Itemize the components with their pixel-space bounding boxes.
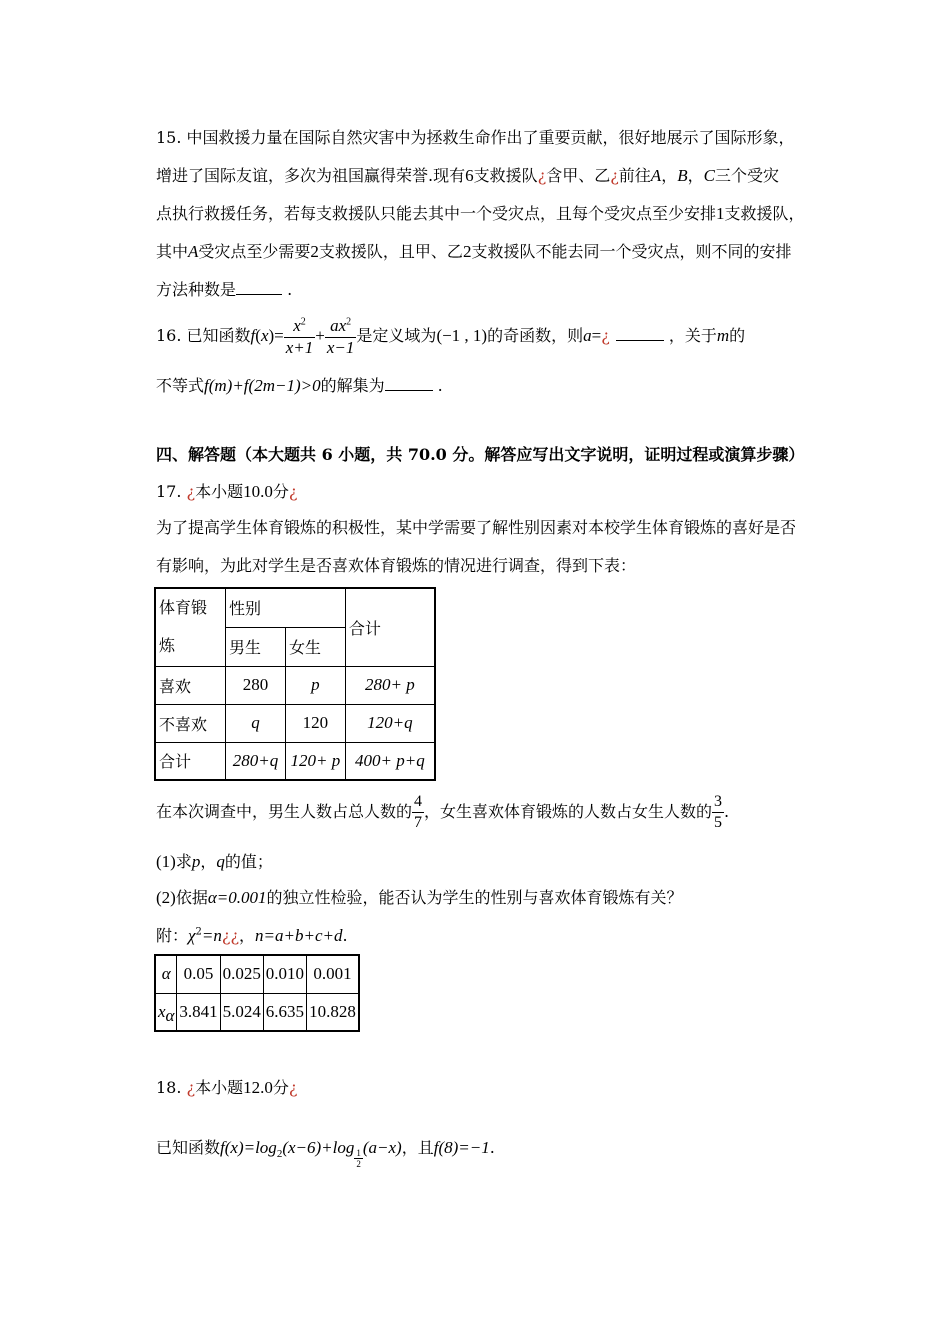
q17-math: 5 bbox=[714, 814, 723, 831]
q16-line-1 bbox=[156, 314, 745, 358]
q16-math: f(m)+f(2m−1)>0 bbox=[204, 376, 321, 395]
q17-text: 的值； bbox=[224, 852, 273, 871]
table-cell-text: 体育锻 bbox=[159, 598, 208, 617]
q16-text: . bbox=[432, 376, 443, 395]
q16-math: f bbox=[250, 326, 256, 345]
q16-text: 的奇函数，则 bbox=[487, 326, 584, 345]
table-row bbox=[155, 666, 435, 704]
q17-text: 的独立性检验，能否认为学生的性别与喜欢体育锻炼有关？ bbox=[266, 888, 683, 907]
q16-text: ，关于 bbox=[663, 326, 717, 345]
q16-math: x−1 bbox=[326, 337, 355, 357]
q16-text: 的 bbox=[729, 326, 746, 345]
q15-text: ， bbox=[687, 166, 704, 185]
q18-math: 2 bbox=[276, 1148, 283, 1161]
q15-text: 三个受灾 bbox=[714, 166, 779, 185]
q15-symbol: ¿ bbox=[610, 166, 619, 185]
table-cell: 280 bbox=[226, 666, 286, 704]
q17-symbol: ¿¿ bbox=[221, 926, 240, 945]
q17-symbol: ¿ bbox=[186, 482, 196, 501]
table-corner bbox=[155, 588, 226, 666]
q15-line-3 bbox=[156, 204, 805, 224]
table-cell: 10.828 bbox=[306, 993, 359, 1031]
q18-statement bbox=[156, 1128, 495, 1168]
q15-text: 含甲、乙 bbox=[546, 166, 611, 185]
q17-text: 本小题 bbox=[195, 482, 244, 501]
table-cell: 120+q bbox=[345, 704, 435, 742]
q15-text: . bbox=[282, 280, 293, 299]
q15-text: 增进了国际友谊，多次为祖国赢得荣誉.现有 bbox=[156, 166, 466, 185]
q17-paragraph-1: 为了提高学生体育锻炼的积极性，某中学需要了解性别因素对本校学生体育锻炼的喜好是否 bbox=[156, 518, 797, 537]
q16-math: + bbox=[315, 326, 325, 345]
q16-fraction-2 bbox=[325, 316, 357, 358]
q17-math: =n bbox=[201, 926, 222, 945]
q16-fraction-1 bbox=[284, 316, 316, 358]
q15-text: 点执行救援任务，若每支救援队只能去其中一个受灾点，且每个受灾点至少安排 bbox=[156, 204, 717, 223]
q16-text: 16. 已知函数 bbox=[156, 326, 251, 345]
table-cell: 120 bbox=[285, 704, 345, 742]
table-cell: q bbox=[226, 704, 286, 742]
table-cell: 5.024 bbox=[220, 993, 263, 1031]
q17-text: . bbox=[342, 926, 348, 945]
q16-math: a bbox=[583, 326, 592, 345]
critical-value-table bbox=[154, 954, 360, 1032]
q15-text: 支救援队， bbox=[724, 204, 805, 223]
q18-score: 12.0 bbox=[243, 1078, 273, 1097]
q17-paragraph-2: 有影响，为此对学生是否喜欢体育锻炼的情况进行调查，得到下表： bbox=[156, 556, 637, 575]
q17-text: 依据 bbox=[175, 888, 208, 907]
table-cell: 400+ p+q bbox=[345, 742, 435, 780]
q15-text: 支救援队 bbox=[473, 166, 538, 185]
q18-text: 分 bbox=[272, 1078, 289, 1097]
survey-table bbox=[154, 587, 436, 781]
q15-line-4 bbox=[156, 242, 791, 262]
q16-math: = bbox=[591, 326, 602, 345]
table-cell: 6.635 bbox=[263, 993, 306, 1031]
q17-text: 分 bbox=[272, 482, 289, 501]
q18-math: 2 bbox=[356, 1159, 361, 1169]
table-cell: 3.841 bbox=[177, 993, 220, 1031]
q15-line-2 bbox=[156, 166, 779, 186]
q17-math: p bbox=[191, 852, 201, 871]
section-heading: 四、解答题（本大题共 6 小题，共 70.0 分。解答应写出文字说明，证明过程或演算步骤） bbox=[156, 445, 805, 464]
table-header-x bbox=[155, 993, 177, 1031]
fraction-4-7 bbox=[412, 792, 424, 833]
q18-text: . bbox=[489, 1138, 495, 1157]
table-header-male: 男生 bbox=[226, 627, 286, 666]
q17-math: n=a+b+c+d bbox=[255, 926, 343, 945]
q17-math: 4 bbox=[412, 792, 424, 813]
q16-math: ( bbox=[255, 326, 261, 345]
table-cell-text: α bbox=[165, 1005, 175, 1025]
q17-part-2 bbox=[156, 888, 683, 908]
q17-appendix bbox=[156, 926, 348, 946]
q15-var: C bbox=[703, 166, 715, 185]
table-cell-text: 炼 bbox=[159, 636, 176, 655]
q15-text: 其中 bbox=[156, 242, 189, 261]
q17-text: 17. bbox=[156, 482, 187, 501]
table-header-female: 女生 bbox=[285, 627, 345, 666]
q17-math: (1) bbox=[156, 852, 176, 871]
table-cell: 280+q bbox=[226, 742, 286, 780]
q17-math: 7 bbox=[414, 814, 423, 831]
q15-var: A bbox=[188, 242, 199, 261]
table-row bbox=[155, 742, 435, 780]
q16-math: ax bbox=[330, 315, 347, 335]
answer-blank[interactable] bbox=[236, 280, 282, 295]
q16-text: 是定义域为 bbox=[356, 326, 437, 345]
q17-text: ，女生喜欢体育锻炼的人数占女生人数的 bbox=[424, 802, 713, 821]
q17-text: 在本次调查中，男生人数占总人数的 bbox=[156, 802, 413, 821]
q18-text: ，且 bbox=[401, 1138, 434, 1157]
q18-text: 已知函数 bbox=[156, 1138, 221, 1157]
q15-var: B bbox=[677, 166, 688, 185]
q15-text: 方法种数是 bbox=[156, 280, 237, 299]
q17-heading bbox=[156, 482, 297, 502]
q17-math: 2 bbox=[195, 926, 202, 938]
q18-math: 1 bbox=[356, 1148, 361, 1158]
q15-symbol: ¿ bbox=[537, 166, 547, 185]
q17-text: 附： bbox=[156, 926, 189, 945]
q15-text: ， bbox=[661, 166, 678, 185]
q15-text: 支救援队，且甲、乙 bbox=[318, 242, 463, 261]
q16-math: ) bbox=[268, 326, 275, 345]
table-cell-text: x bbox=[158, 1001, 166, 1021]
q15-text: 受灾点至少需要 bbox=[198, 242, 311, 261]
q16-math: x bbox=[293, 315, 301, 335]
q15-var: A bbox=[650, 166, 662, 185]
q17-math: (2) bbox=[156, 888, 176, 907]
q18-text: 本小题 bbox=[195, 1078, 244, 1097]
table-cell: 0.010 bbox=[263, 955, 306, 993]
q15-text: 15. 中国救援力量在国际自然灾害中为拯救生命作出了重要贡献，很好地展示了国际形象， bbox=[156, 128, 795, 147]
q17-math: α=0.001 bbox=[207, 888, 267, 907]
q18-symbol: ¿ bbox=[288, 1078, 298, 1097]
q17-text: ， bbox=[239, 926, 256, 945]
answer-blank[interactable] bbox=[616, 326, 664, 341]
q18-heading bbox=[156, 1078, 297, 1098]
q15-number: 6 bbox=[465, 166, 474, 185]
q16-math: m bbox=[716, 326, 730, 345]
q18-math: f(x)=log bbox=[220, 1138, 277, 1157]
q17-part-1 bbox=[156, 852, 273, 872]
q18-base-fraction bbox=[354, 1148, 363, 1169]
q17-text: ， bbox=[200, 852, 217, 871]
table-cell: 0.05 bbox=[177, 955, 220, 993]
q18-math: (x−6)+log bbox=[282, 1138, 355, 1157]
q16-math: (−1 , 1) bbox=[436, 326, 488, 345]
q16-symbol: ¿ bbox=[601, 326, 610, 345]
q15-line-1 bbox=[156, 128, 795, 148]
q18-math: (a−x) bbox=[362, 1138, 402, 1157]
q16-math: 2 bbox=[300, 316, 306, 328]
q15-text: 前往 bbox=[618, 166, 651, 185]
table-cell: 0.025 bbox=[220, 955, 263, 993]
q16-line-2 bbox=[156, 376, 443, 396]
q18-symbol: ¿ bbox=[186, 1078, 196, 1097]
q18-math: f(8)=−1 bbox=[433, 1138, 490, 1157]
table-cell: 0.001 bbox=[306, 955, 359, 993]
table-header-total: 合计 bbox=[345, 588, 435, 666]
q15-text: 支救援队不能去同一个受灾点，则不同的安排 bbox=[471, 242, 792, 261]
table-cell: 280+ p bbox=[345, 666, 435, 704]
q16-text: 不等式 bbox=[156, 376, 205, 395]
q17-math: q bbox=[216, 852, 225, 871]
table-row bbox=[155, 993, 359, 1031]
fraction-3-5 bbox=[712, 792, 724, 833]
table-row bbox=[155, 955, 359, 993]
q16-math: = bbox=[274, 326, 284, 345]
q15-number: 2 bbox=[310, 242, 319, 261]
table-row-label: 不喜欢 bbox=[155, 704, 226, 742]
table-row-label: 喜欢 bbox=[155, 666, 226, 704]
q17-symbol: ¿ bbox=[288, 482, 298, 501]
table-cell: p bbox=[285, 666, 345, 704]
q17-math: 3 bbox=[712, 792, 724, 813]
q16-math: x+1 bbox=[285, 337, 314, 357]
q17-math: χ bbox=[188, 926, 196, 945]
q16-math: x bbox=[260, 326, 269, 345]
answer-blank[interactable] bbox=[385, 376, 433, 391]
table-header-alpha: α bbox=[155, 955, 177, 993]
q15-line-5 bbox=[156, 280, 292, 300]
q17-score: 10.0 bbox=[243, 482, 273, 501]
q17-statement bbox=[156, 790, 729, 834]
table-header-gender: 性别 bbox=[226, 588, 346, 627]
q18-text: 18. bbox=[156, 1078, 187, 1097]
table-cell: 120+ p bbox=[285, 742, 345, 780]
q17-text: . bbox=[724, 802, 730, 821]
q16-math: 2 bbox=[346, 316, 352, 328]
q15-number: 2 bbox=[462, 242, 472, 261]
table-row bbox=[155, 704, 435, 742]
q15-number: 1 bbox=[716, 204, 725, 223]
q16-text: 的解集为 bbox=[320, 376, 385, 395]
table-row-label: 合计 bbox=[155, 742, 226, 780]
q17-text: 求 bbox=[175, 852, 192, 871]
